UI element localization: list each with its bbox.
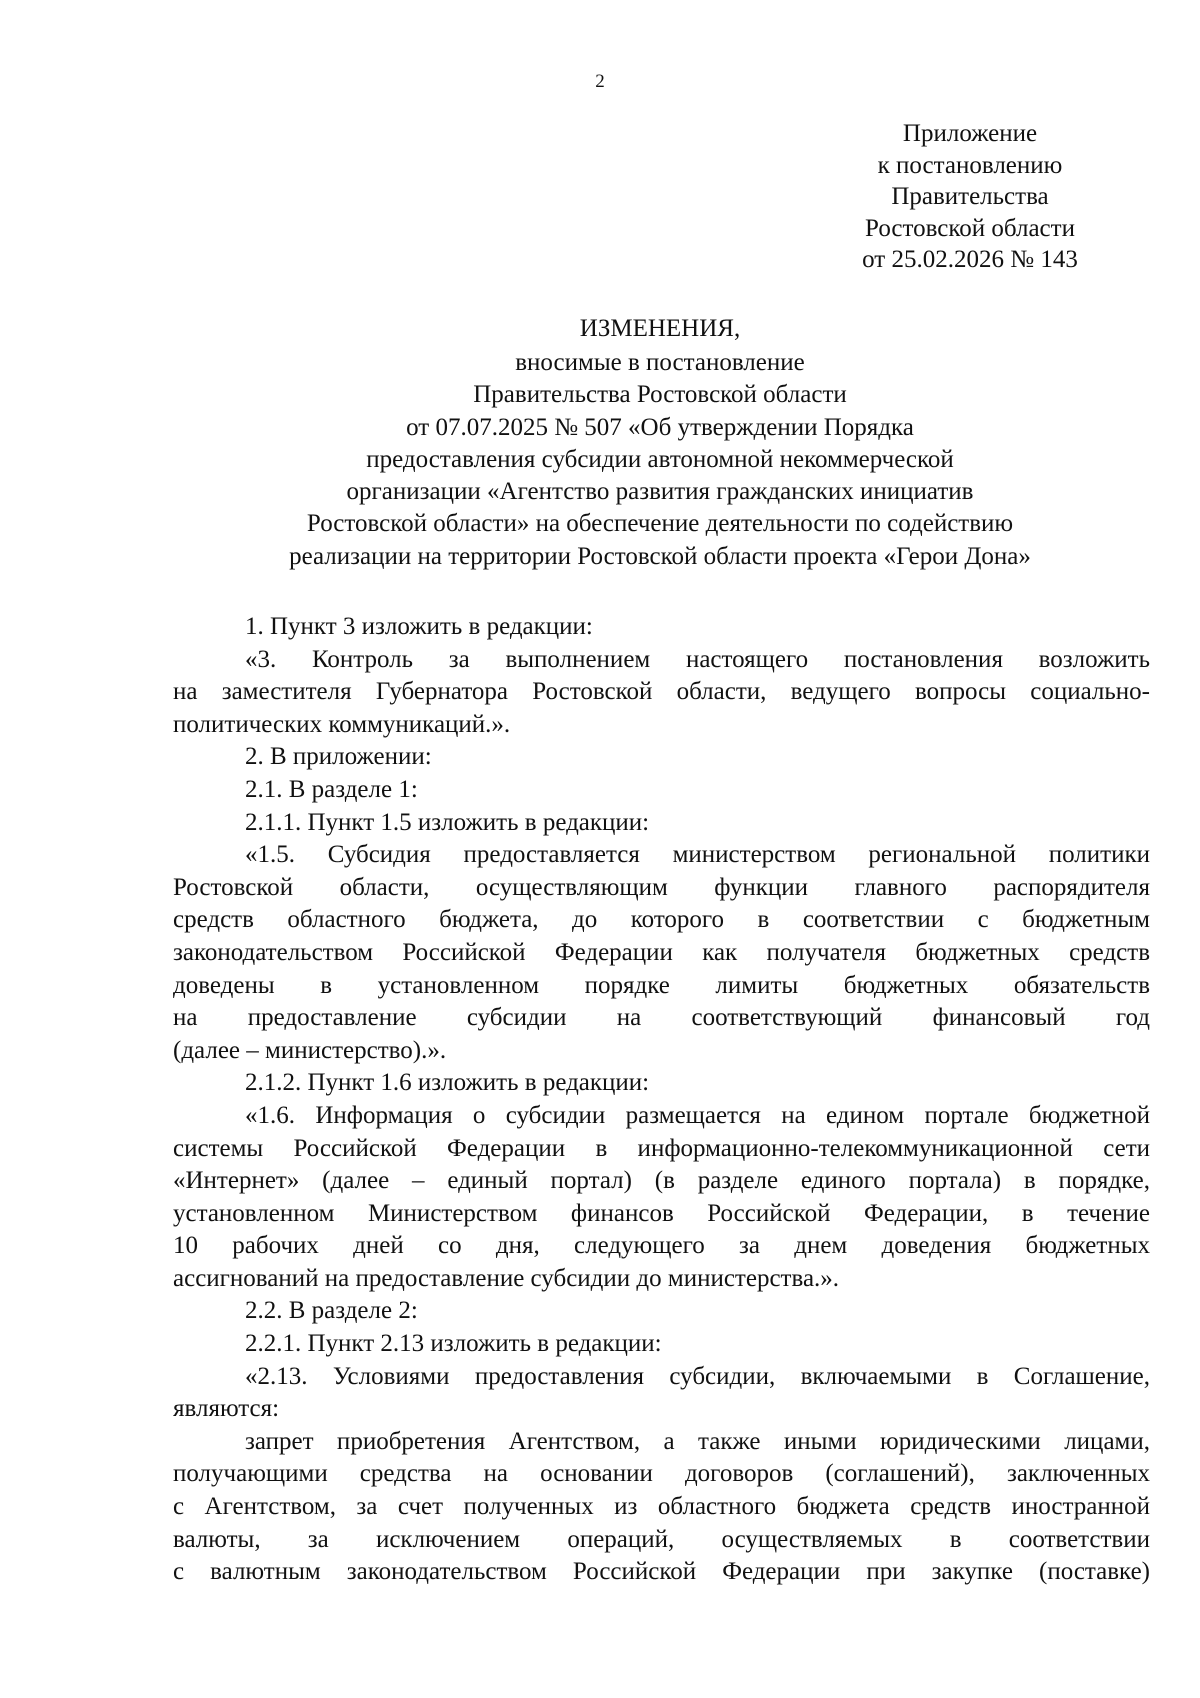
body-line: 1. Пункт 3 изложить в редакции: [245, 613, 593, 640]
title-line: реализации на территории Ростовской области проекта «Герои Дона» [289, 542, 1031, 570]
body-line: средств областного бюджета, до которого в соответствии с бюджетным [173, 906, 1150, 934]
body-line: 2. В приложении: [245, 743, 432, 771]
document-title [170, 313, 1150, 573]
body-line: ассигнований на предоставление субсидии до министерства.». [173, 1264, 840, 1292]
title-line: Правительства Ростовской области [473, 381, 847, 409]
title-line: организации «Агентство развития гражданских инициатив [346, 478, 974, 506]
appendix-line: от 25.02.2026 № 143 [862, 246, 1078, 273]
body-line: являются: [173, 1395, 280, 1423]
body-line: с валютным законодательством Российской Федерации при закупке (поставке) [173, 1558, 1150, 1586]
body-line: системы Российской Федерации в информационно-телекоммуникационной сети [173, 1134, 1150, 1162]
body-line: запрет приобретения Агентством, а также иными юридическими лицами, [245, 1427, 1150, 1455]
body-line: доведены в установленном порядке лимиты бюджетных обязательств [173, 971, 1150, 999]
appendix-line: Правительства [891, 183, 1049, 210]
title-line: вносимые в постановление [515, 349, 805, 376]
document-body [173, 611, 1150, 1589]
appendix-line: Ростовской области [865, 214, 1075, 242]
appendix-line: к постановлению [877, 151, 1063, 179]
body-line: получающими средства на основании договоров (соглашений), заключенных [173, 1460, 1150, 1488]
title-heading: ИЗМЕНЕНИЯ, [579, 315, 741, 342]
body-line: «Интернет» (далее – единый портал) (в разделе единого портала) в порядке, [173, 1167, 1150, 1195]
body-line: 2.1.2. Пункт 1.6 изложить в редакции: [245, 1069, 650, 1097]
body-line: 10 рабочих дней со дня, следующего за днем доведения бюджетных [173, 1232, 1150, 1260]
body-line: на заместителя Губернатора Ростовской области, ведущего вопросы социально- [173, 678, 1150, 706]
title-line: Ростовской области» на обеспечение деятельности по содействию [306, 510, 1014, 538]
body-line: Ростовской области, осуществляющим функции главного распорядителя [173, 873, 1150, 901]
body-line: «3. Контроль за выполнением настоящего постановления возложить [245, 645, 1150, 673]
body-line: законодательством Российской Федерации как получателя бюджетных средств [173, 938, 1150, 966]
page-number: 2 [595, 71, 605, 92]
body-line: (далее – министерство).». [173, 1036, 447, 1064]
title-subtitle [170, 347, 1150, 573]
body-line: 2.2.1. Пункт 2.13 изложить в редакции: [245, 1330, 662, 1358]
body-line: на предоставление субсидии на соответствующий финансовый год [173, 1004, 1150, 1032]
body-line: «1.5. Субсидия предоставляется министерством региональной политики [245, 841, 1150, 869]
title-line: от 07.07.2025 № 507 «Об утверждении Порядка [406, 413, 914, 441]
body-line: валюты, за исключением операций, осуществляемых в соответствии [173, 1525, 1150, 1553]
body-line: установленном Министерством финансов Российской Федерации, в течение [173, 1199, 1150, 1227]
body-line: с Агентством, за счет полученных из областного бюджета средств иностранной [173, 1493, 1150, 1521]
body-line: 2.1. В разделе 1: [245, 775, 418, 803]
body-line: «2.13. Условиями предоставления субсидии, включаемыми в Соглашение, [245, 1362, 1150, 1390]
body-line: политических коммуникаций.». [173, 710, 511, 738]
body-line: 2.1.1. Пункт 1.5 изложить в редакции: [245, 808, 650, 836]
appendix-header [820, 118, 1120, 276]
body-line: «1.6. Информация о субсидии размещается на едином портале бюджетной [245, 1101, 1150, 1129]
appendix-line: Приложение [902, 120, 1038, 147]
body-line: 2.2. В разделе 2: [245, 1297, 418, 1325]
title-line: предоставления субсидии автономной некоммерческой [366, 445, 954, 473]
